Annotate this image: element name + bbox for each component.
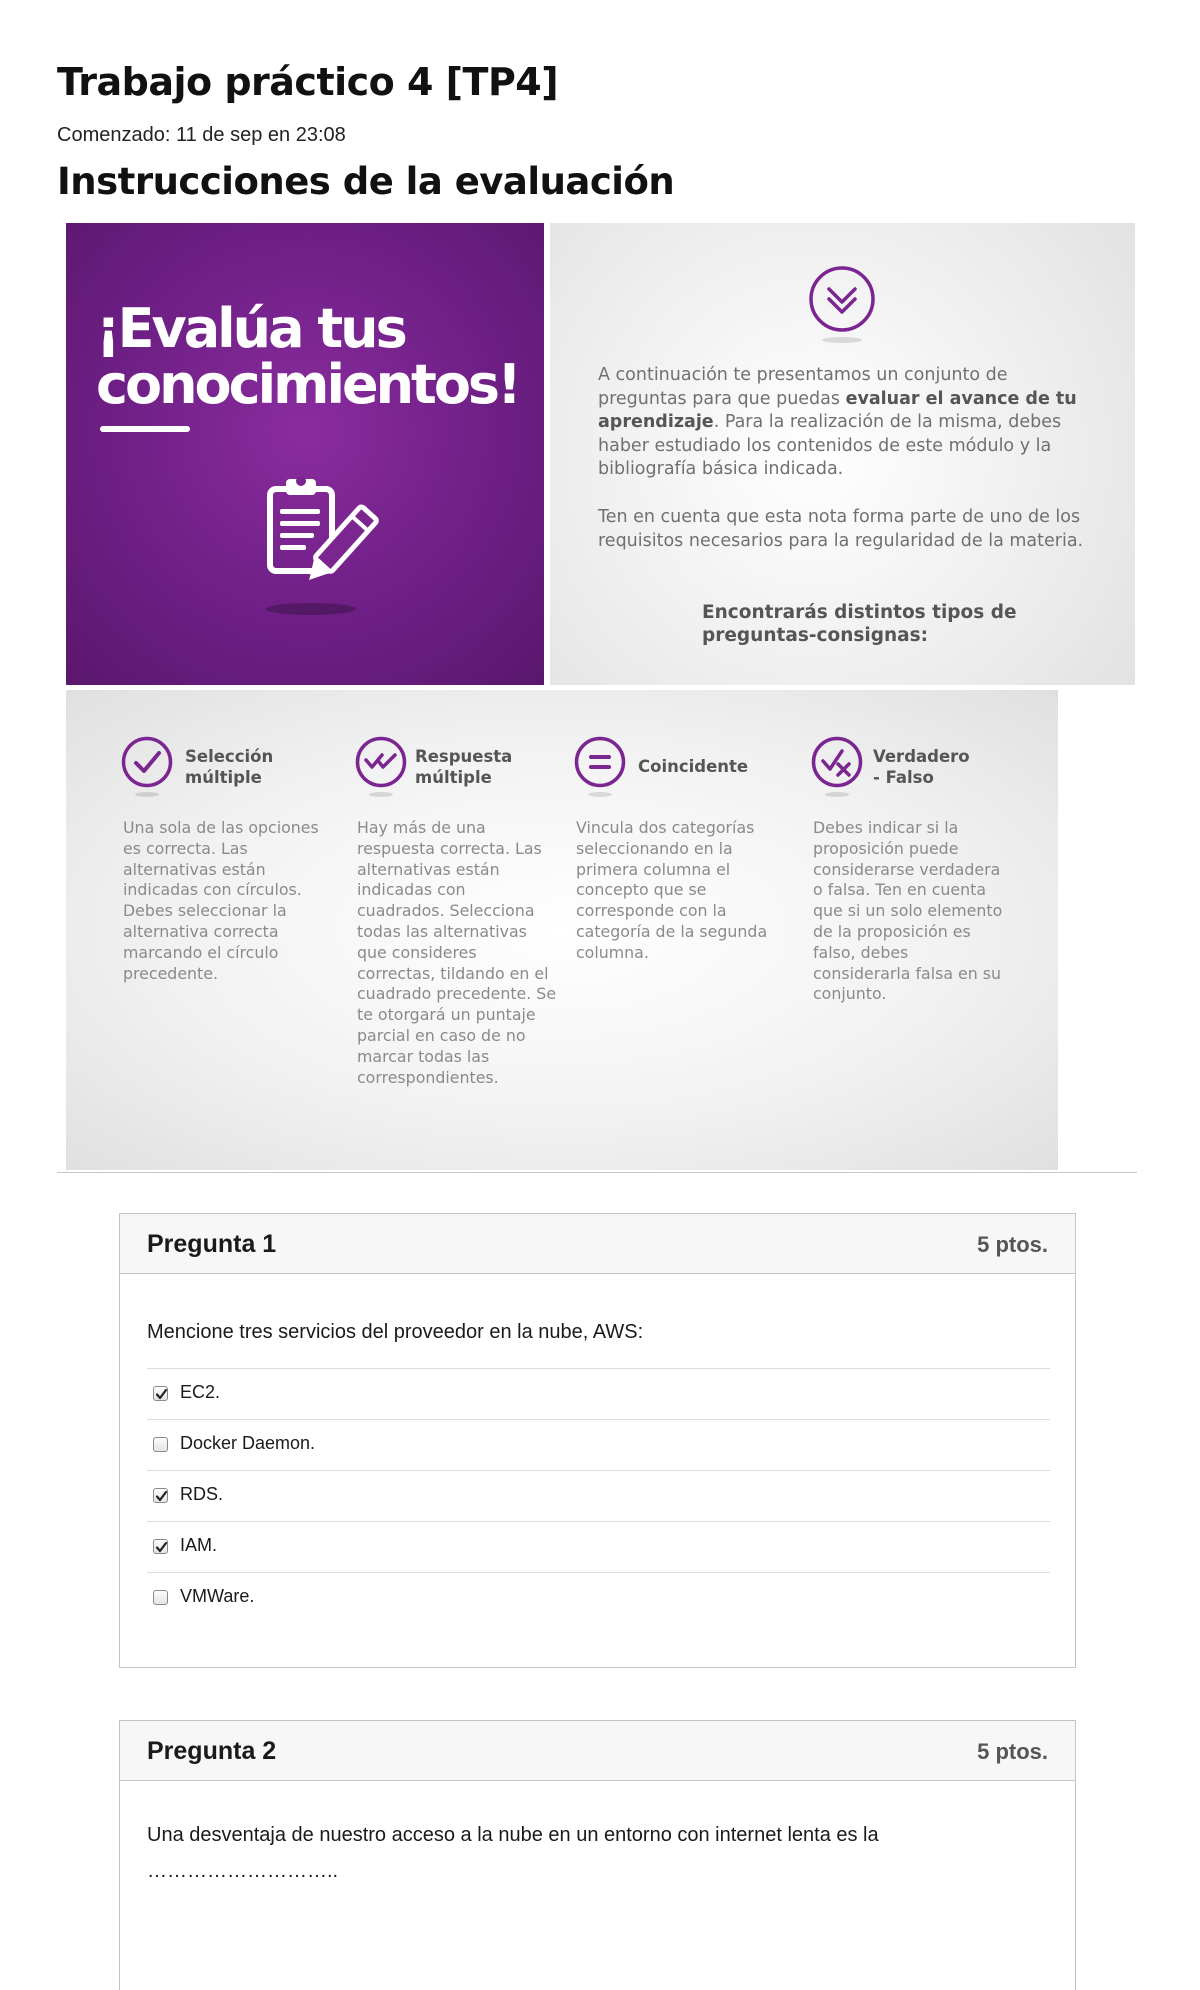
chevron-shadow — [822, 337, 862, 343]
type-description: Hay más de una respuesta correcta. Las alternativas están indicadas con cuadrados. Selecciona todas las alternativas que consideres correctas, tildando en el cuadrado precedente. Se te otorgará un puntaje parcial en caso de no marcar todas las correspondientes. — [357, 818, 557, 1087]
started-timestamp — [57, 124, 346, 147]
checkmark-icon — [154, 1489, 169, 1504]
double-check-circle-icon — [355, 736, 407, 788]
answer-checkbox[interactable] — [153, 1386, 168, 1401]
intro-paragraph-1 — [598, 364, 1098, 482]
section-divider — [57, 1172, 1137, 1173]
answer-label: IAM. — [180, 1535, 218, 1555]
icon-shadow — [369, 792, 393, 797]
equals-circle-icon — [574, 736, 626, 788]
answer-option[interactable] — [147, 1470, 1050, 1521]
answer-option[interactable] — [147, 1419, 1050, 1470]
answer-checkbox[interactable] — [153, 1488, 168, 1503]
question-card-2 — [119, 1720, 1076, 1990]
type-name: Verdadero - Falso — [873, 747, 970, 787]
intro-p1-start: A continuación te presentamos un conjunto de preguntas para que puedas — [598, 365, 1008, 409]
banner-evalua-panel — [66, 223, 544, 685]
question-title: Pregunta 1 — [147, 1230, 277, 1258]
check-circle-icon — [121, 736, 173, 788]
question-card-1 — [119, 1213, 1076, 1668]
banner-intro-panel — [550, 223, 1135, 685]
answer-checkbox[interactable] — [153, 1437, 168, 1452]
answer-label: Docker Daemon. — [180, 1433, 316, 1453]
page-title: Trabajo práctico 4 [TP4] — [57, 60, 559, 104]
type-name: Respuesta múltiple — [415, 747, 513, 787]
clipboard-shadow — [266, 603, 356, 615]
icon-shadow — [135, 792, 159, 797]
checkmark-icon — [154, 1540, 169, 1555]
type-name: Selección múltiple — [185, 747, 274, 787]
banner-headline-line2: conocimientos! — [96, 353, 519, 416]
question-types-title: Encontrarás distintos tipos de preguntas-consignas: — [702, 602, 1017, 646]
icon-shadow — [588, 792, 612, 797]
question-header — [120, 1721, 1075, 1781]
answer-label: RDS. — [180, 1484, 224, 1504]
question-types-panel — [66, 690, 1058, 1170]
question-title: Pregunta 2 — [147, 1737, 277, 1765]
answer-checkbox[interactable] — [153, 1539, 168, 1554]
check-cross-circle-icon — [811, 736, 863, 788]
banner-headline-line1: ¡Evalúa tus — [96, 297, 405, 360]
answer-option[interactable] — [147, 1368, 1050, 1419]
intro-p1-bold: evaluar el avance de tu aprendizaje — [598, 388, 1077, 432]
intro-paragraph-2: Ten en cuenta que esta nota forma parte de uno de los requisitos necesarios para la regularidad de la materia. — [598, 507, 1084, 551]
banner-headline — [96, 297, 536, 416]
type-description: Una sola de las opciones es correcta. Las alternativas están indicadas con círculos. Debes seleccionar la alternativa correcta marcando el círculo precedente. — [123, 818, 319, 983]
question-text: Mencione tres servicios del proveedor en la nube, AWS: — [147, 1321, 644, 1343]
clipboard-pencil-icon — [262, 473, 402, 603]
answer-label: VMWare. — [180, 1586, 255, 1606]
type-description: Debes indicar si la proposición puede considerarse verdadera o falsa. Ten en cuenta que si un solo elemento de la proposición es falso, debes considerarla falsa en su conjunto. — [813, 818, 1003, 1004]
icon-shadow — [825, 792, 849, 797]
answer-label: EC2. — [180, 1382, 221, 1402]
headline-underline — [100, 426, 190, 432]
answer-list — [147, 1368, 1050, 1623]
answer-option[interactable] — [147, 1572, 1050, 1623]
started-value: 11 de sep en 23:08 — [175, 124, 346, 146]
instructions-title: Instrucciones de la evaluación — [57, 160, 675, 203]
intro-p1-end: . Para la realización de la misma, debes haber estudiado los contenidos de este módulo y la bibliografía básica indicada. — [598, 412, 1062, 479]
question-points: 5 ptos. — [977, 1232, 1048, 1257]
question-points: 5 ptos. — [977, 1739, 1048, 1764]
answer-option[interactable] — [147, 1521, 1050, 1572]
checkmark-icon — [154, 1387, 169, 1402]
type-name: Coincidente — [638, 757, 749, 776]
started-label: Comenzado: — [57, 124, 171, 146]
question-text: Una desventaja de nuestro acceso a la nube en un entorno con internet lenta es la ……………………….. — [147, 1824, 879, 1882]
answer-checkbox[interactable] — [153, 1590, 168, 1605]
double-chevron-down-icon — [808, 265, 876, 333]
question-header — [120, 1214, 1075, 1274]
type-description: Vincula dos categorías seleccionando en la primera columna el concepto que se corresponde con la categoría de la segunda columna. — [576, 818, 768, 962]
